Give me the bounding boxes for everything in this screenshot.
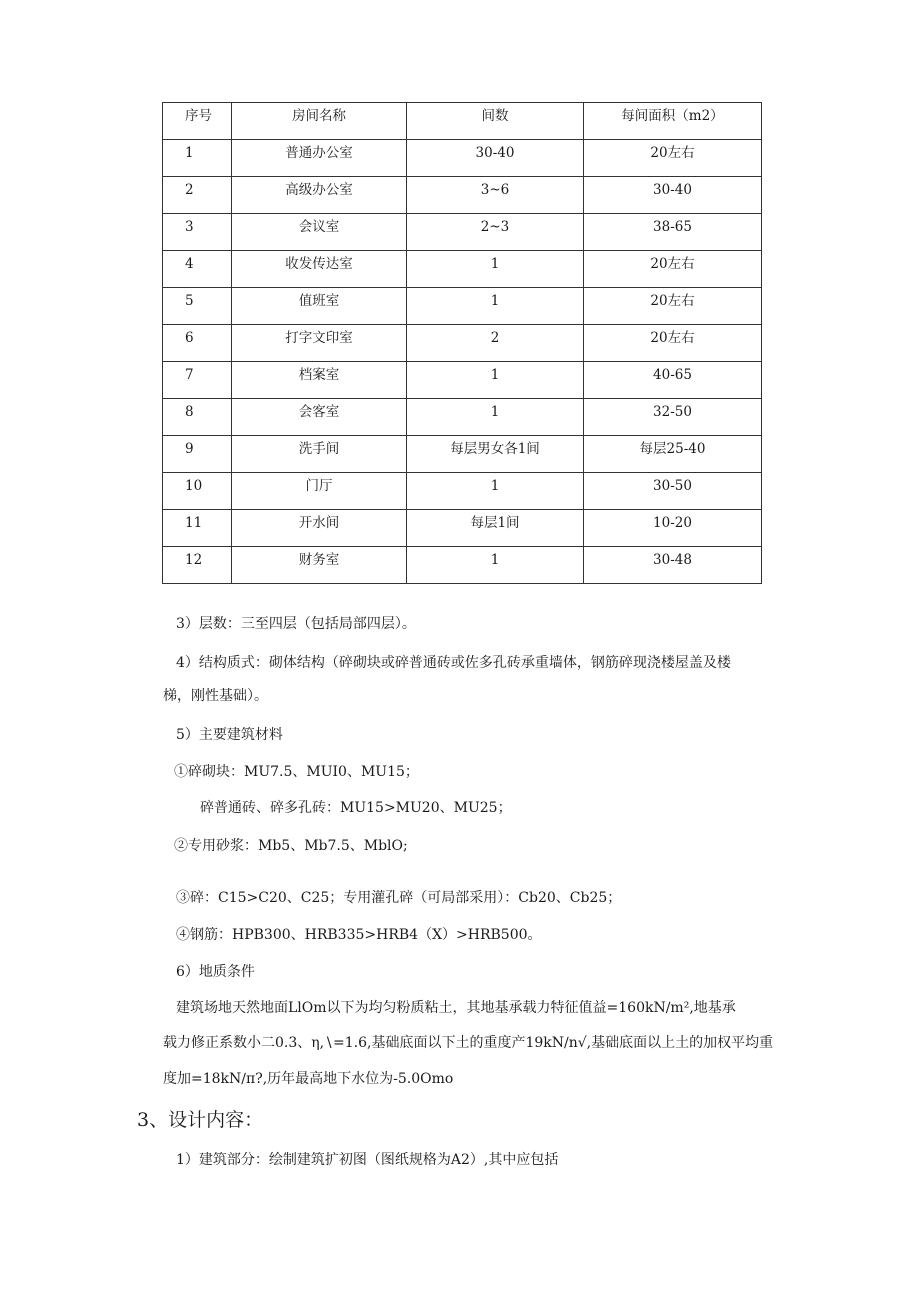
- table-row: [163, 436, 762, 473]
- materials-rebar-item: ④钢筋：HPB300、HRB335>HRB4（X）>HRB500。: [176, 927, 542, 943]
- cell-room-count: 1: [407, 288, 584, 325]
- cell-area: 38-65: [584, 214, 762, 251]
- table-header-row: [163, 103, 762, 140]
- cell-number: 12: [163, 547, 232, 584]
- materials-mortar-item: ②专用砂浆：Mb5、Mb7.5、MblO;: [174, 838, 408, 854]
- cell-number: 1: [163, 140, 232, 177]
- cell-room-count: 1: [407, 473, 584, 510]
- table-row: [163, 177, 762, 214]
- table-body: [163, 140, 762, 584]
- cell-number: 5: [163, 288, 232, 325]
- cell-number: 4: [163, 251, 232, 288]
- cell-room-name: 洗手间: [232, 436, 407, 473]
- cell-room-count: 1: [407, 362, 584, 399]
- cell-number: 2: [163, 177, 232, 214]
- cell-room-count: 1: [407, 399, 584, 436]
- cell-area: 30-50: [584, 473, 762, 510]
- cell-room-name: 普通办公室: [232, 140, 407, 177]
- geology-paragraph-line1: 建筑场地天然地面LlOm以下为均匀粉质粘土，其地基承载力特征值益=160kN∕m²,地基承: [176, 1000, 736, 1016]
- cell-area: 20左右: [584, 251, 762, 288]
- cell-number: 3: [163, 214, 232, 251]
- header-cell-room-name: 房间名称: [232, 103, 407, 140]
- cell-area: 20左右: [584, 325, 762, 362]
- cell-room-count: 30-40: [407, 140, 584, 177]
- cell-room-name: 高级办公室: [232, 177, 407, 214]
- geology-paragraph-line3: 度加=18kN∕π?,历年最高地下水位为-5.0Omo: [163, 1071, 454, 1087]
- cell-number: 9: [163, 436, 232, 473]
- materials-concrete-item: ③碎：C15>C20、C25；专用灌孔碎（可局部采用）：Cb20、Cb25；: [176, 890, 622, 906]
- cell-room-name: 开水间: [232, 510, 407, 547]
- table-row: [163, 325, 762, 362]
- cell-number: 8: [163, 399, 232, 436]
- section-3-item-1: 1）建筑部分：绘制建筑扩初图（图纸规格为A2）,其中应包括: [176, 1152, 559, 1168]
- cell-room-name: 值班室: [232, 288, 407, 325]
- cell-area: 20左右: [584, 288, 762, 325]
- cell-number: 11: [163, 510, 232, 547]
- header-cell-number: 序号: [163, 103, 232, 140]
- cell-room-name: 会议室: [232, 214, 407, 251]
- cell-room-name: 门厅: [232, 473, 407, 510]
- cell-number: 7: [163, 362, 232, 399]
- cell-room-count: 每层1间: [407, 510, 584, 547]
- table-row: [163, 362, 762, 399]
- structure-paragraph-line1: 4）结构质式：砌体结构（碎砌块或碎普通砖或佐多孔砖承重墙体，钢筋碎现浇楼屋盖及楼: [176, 655, 731, 671]
- cell-room-count: 每层男女各1间: [407, 436, 584, 473]
- cell-area: 10-20: [584, 510, 762, 547]
- cell-room-name: 档案室: [232, 362, 407, 399]
- cell-room-name: 打字文印室: [232, 325, 407, 362]
- cell-room-count: 3~6: [407, 177, 584, 214]
- structure-paragraph-line2: 梯，刚性基础）。: [163, 688, 268, 704]
- cell-area: 40-65: [584, 362, 762, 399]
- cell-room-count: 2: [407, 325, 584, 362]
- cell-area: 每层25-40: [584, 436, 762, 473]
- table-row: [163, 473, 762, 510]
- cell-room-count: 1: [407, 547, 584, 584]
- cell-number: 6: [163, 325, 232, 362]
- materials-brick-item: 碎普通砖、碎多孔砖：MU15>MU20、MU25；: [200, 800, 512, 816]
- table-row: [163, 399, 762, 436]
- section-3-heading: 3、设计内容：: [137, 1109, 264, 1131]
- geology-paragraph-line2: 载力修正系数小二0.3、η,∖=1.6,基础底面以下土的重度产19kN∕n√,基础底面以上土的加权平均重: [163, 1035, 774, 1051]
- cell-room-count: 1: [407, 251, 584, 288]
- cell-room-name: 收发传达室: [232, 251, 407, 288]
- table-row: [163, 288, 762, 325]
- table-row: [163, 547, 762, 584]
- table-row: [163, 140, 762, 177]
- cell-area: 32-50: [584, 399, 762, 436]
- header-cell-area: 每间面积（m2）: [584, 103, 762, 140]
- table-row: [163, 214, 762, 251]
- cell-room-name: 会客室: [232, 399, 407, 436]
- cell-room-name: 财务室: [232, 547, 407, 584]
- table-row: [163, 510, 762, 547]
- cell-room-count: 2~3: [407, 214, 584, 251]
- materials-block-item: ①碎砌块：MU7.5、MUI0、MU15；: [174, 764, 419, 780]
- cell-number: 10: [163, 473, 232, 510]
- header-cell-room-count: 间数: [407, 103, 584, 140]
- floors-paragraph: 3）层数：三至四层（包括局部四层）。: [176, 616, 416, 632]
- materials-title: 5）主要建筑材料: [176, 727, 283, 743]
- room-requirements-table: [162, 102, 762, 584]
- cell-area: 20左右: [584, 140, 762, 177]
- table-row: [163, 251, 762, 288]
- cell-area: 30-48: [584, 547, 762, 584]
- cell-area: 30-40: [584, 177, 762, 214]
- geology-title: 6）地质条件: [176, 964, 255, 980]
